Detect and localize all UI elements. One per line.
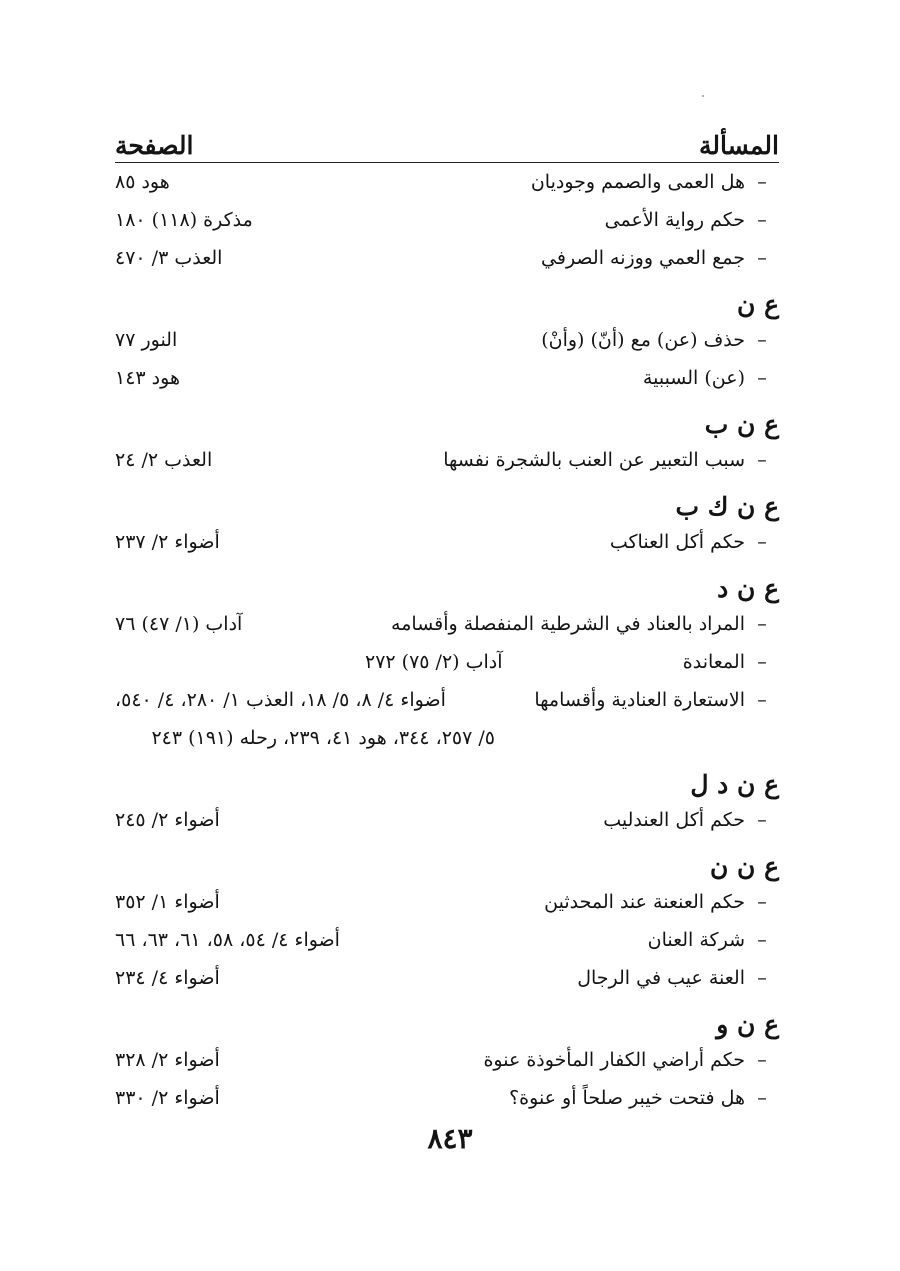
entry-reference: أضواء ٤/ ٨، ٥/ ١٨، العذب ١/ ٢٨٠، ٤/ ٥٤٠، [115,689,446,711]
index-entry [115,643,779,681]
index-entry [115,605,779,643]
entry-dash: – [757,967,767,989]
entry-dash: – [757,329,767,351]
entry-dash: – [757,531,767,553]
entry-reference: مذكرة (١١٨) ١٨٠ [115,209,253,231]
index-entry [115,441,779,479]
entry-topic: حكم أكل العندليب [603,809,745,831]
entry-topic: المعاندة [682,651,745,673]
entry-dash: – [757,689,767,711]
entry-topic: هل فتحت خيبر صلحاً أو عنوة؟ [509,1087,745,1109]
entry-topic: حكم أكل العناكب [609,531,745,553]
entry-dash: – [757,367,767,389]
root-heading: ع ن ن [709,852,779,881]
page-number: ٨٤٣ [427,1122,473,1155]
entry-reference: أضواء ٢/ ٢٣٧ [115,531,220,553]
entry-reference: أضواء ٢/ ٢٤٥ [115,809,220,831]
entry-dash: – [757,449,767,471]
entry-topic: هل العمى والصمم وجوديان [530,171,745,193]
root-heading: ع ن ك ب [675,492,779,521]
entry-reference: هود ٨٥ [115,171,170,193]
index-entry [115,959,779,997]
index-entry [115,163,779,201]
speck [702,95,704,97]
entry-reference-continued: ٥/ ٢٥٧، ٣٤٤، هود ٤١، ٢٣٩، رحله (١٩١) ٢٤٣ [151,727,495,749]
index-entry-continuation [115,719,779,757]
root-heading: ع ن ب [704,410,779,439]
entry-dash: – [757,171,767,193]
entry-topic: حكم رواية الأعمى [604,209,745,231]
entry-reference: أضواء ٤/ ٥٤، ٥٨، ٦١، ٦٣، ٦٦ [115,929,340,951]
root-heading: ع ن د [717,574,779,603]
root-heading: ع ن و [716,1010,779,1039]
entry-topic: العنة عيب في الرجال [577,967,745,989]
index-entry [115,239,779,277]
entry-reference: أضواء ١/ ٣٥٢ [115,891,220,913]
entry-reference: هود ١٤٣ [115,367,180,389]
entry-topic: حكم أراضي الكفار المأخوذة عنوة [483,1049,745,1071]
entry-reference: العذب ٢/ ٢٤ [115,449,213,471]
entry-reference: أضواء ٢/ ٣٢٨ [115,1049,220,1071]
page-column-label: الصفحة [115,131,194,160]
entry-dash: – [757,891,767,913]
entry-dash: – [757,809,767,831]
index-entry [115,1041,779,1079]
entry-dash: – [757,929,767,951]
entry-dash: – [757,247,767,269]
index-entry [115,801,779,839]
index-page [115,118,779,1117]
entry-dash: – [757,1049,767,1071]
issue-column-label: المسألة [699,131,779,160]
entry-reference: أضواء ٢/ ٣٣٠ [115,1087,220,1109]
entry-dash: – [757,1087,767,1109]
entry-dash: – [757,209,767,231]
index-entry [115,321,779,359]
index-entry [115,883,779,921]
index-entry [115,1079,779,1117]
entry-reference: آداب (٢/ ٧٥) ٢٧٢ [365,651,503,673]
index-entry [115,523,779,561]
entry-topic: شركة العنان [647,929,745,951]
entry-topic: (عن) السببية [642,367,745,389]
entry-topic: حكم العنعنة عند المحدثين [544,891,745,913]
entry-dash: – [757,651,767,673]
index-entry [115,921,779,959]
entry-reference: آداب (١/ ٤٧) ٧٦ [115,613,243,635]
entry-reference: أضواء ٤/ ٢٣٤ [115,967,220,989]
root-heading: ع ن د ل [690,770,779,799]
entry-topic: المراد بالعناد في الشرطية المنفصلة وأقسامه [391,613,745,635]
entry-reference: العذب ٣/ ٤٧٠ [115,247,223,269]
index-entry [115,359,779,397]
entry-reference: النور ٧٧ [115,329,178,351]
entry-topic: الاستعارة العنادية وأقسامها [534,689,745,711]
column-header [115,118,779,163]
index-entry [115,681,779,719]
root-heading: ع ن [737,290,779,319]
entry-topic: جمع العمي ووزنه الصرفي [541,247,745,269]
entry-topic: حذف (عن) مع (أنّ) (وأنْ) [541,329,745,351]
entry-dash: – [757,613,767,635]
entry-topic: سبب التعبير عن العنب بالشجرة نفسها [443,449,745,471]
index-entry [115,201,779,239]
